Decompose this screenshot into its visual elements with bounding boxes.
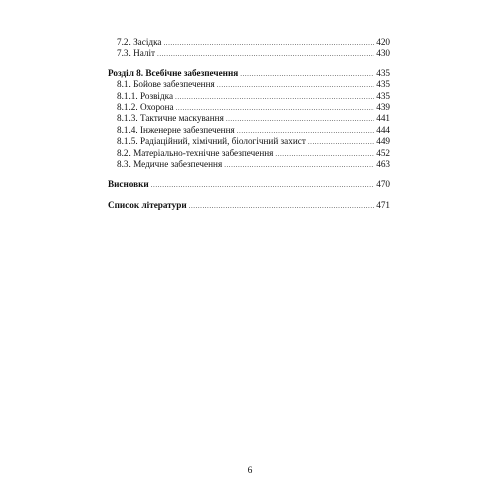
toc-entry-label: 8.1.1. Розвідка <box>117 90 174 101</box>
toc-entry-page: 449 <box>376 136 390 147</box>
toc-entry-8-1[interactable] <box>108 79 390 90</box>
toc-entry-label: Розділ 8. Всебічне забезпечення <box>108 67 239 78</box>
toc-entry-label: Список літератури <box>108 199 187 210</box>
toc-entry-page: 435 <box>376 90 390 101</box>
toc-entry-8-1-1[interactable] <box>108 91 390 102</box>
dot-leader <box>240 69 374 80</box>
toc-entry-7-2[interactable] <box>108 37 390 48</box>
toc-entry-page: 463 <box>376 158 390 169</box>
page-number: 6 <box>247 466 253 476</box>
dot-leader <box>189 201 375 212</box>
toc-entry-8-1-5[interactable] <box>108 136 390 147</box>
toc-entry-page: 430 <box>376 48 390 59</box>
toc-entry-label: 8.1.4. Інженерне забезпечення <box>117 124 235 135</box>
spacer <box>108 60 390 68</box>
toc-entry-label: 7.2. Засідка <box>117 37 162 47</box>
toc-entry-label: 8.1. Бойове забезпечення <box>117 79 215 90</box>
dot-leader <box>157 49 374 60</box>
toc-entry-page: 435 <box>376 67 390 78</box>
toc-entry-page: 452 <box>376 147 390 158</box>
spacer <box>108 170 390 179</box>
toc-entry-page: 420 <box>376 37 390 47</box>
toc-entry-label: 7.3. Наліт <box>117 48 156 59</box>
toc-entry-8-1-3[interactable] <box>108 113 390 124</box>
toc-entry-page: 471 <box>376 199 390 210</box>
toc-entry-page: 441 <box>376 113 390 124</box>
dot-leader <box>226 114 374 125</box>
spacer <box>108 191 390 200</box>
dot-leader <box>163 38 374 49</box>
toc-entry-section-8[interactable] <box>108 68 390 79</box>
dot-leader <box>275 149 374 160</box>
table-of-contents <box>108 37 390 211</box>
toc-entry-label: Висновки <box>108 179 149 190</box>
dot-leader <box>224 160 374 171</box>
toc-entry-references[interactable] <box>108 200 390 211</box>
toc-entry-8-1-4[interactable] <box>108 125 390 136</box>
dot-leader <box>308 137 374 148</box>
toc-entry-page: 439 <box>376 101 390 112</box>
toc-entry-7-3[interactable] <box>108 48 390 59</box>
dot-leader <box>175 92 374 103</box>
toc-entry-page: 470 <box>376 179 390 190</box>
toc-entry-8-2[interactable] <box>108 148 390 159</box>
dot-leader <box>217 80 374 91</box>
toc-entry-page: 435 <box>376 79 390 90</box>
toc-entry-label: 8.1.3. Тактичне маскування <box>117 113 224 124</box>
toc-entry-label: 8.1.2. Охорона <box>117 101 174 112</box>
toc-entry-label: 8.3. Медичне забезпечення <box>117 158 223 169</box>
toc-entry-8-3[interactable] <box>108 159 390 170</box>
toc-entry-page: 444 <box>376 124 390 135</box>
toc-entry-label: 8.2. Матеріально-технічне забезпечення <box>117 147 274 158</box>
toc-entry-conclusions[interactable] <box>108 179 390 190</box>
toc-entry-8-1-2[interactable] <box>108 102 390 113</box>
dot-leader <box>151 180 375 191</box>
toc-entry-label: 8.1.5. Радіаційний, хімічний, біологічний захист <box>117 136 306 147</box>
